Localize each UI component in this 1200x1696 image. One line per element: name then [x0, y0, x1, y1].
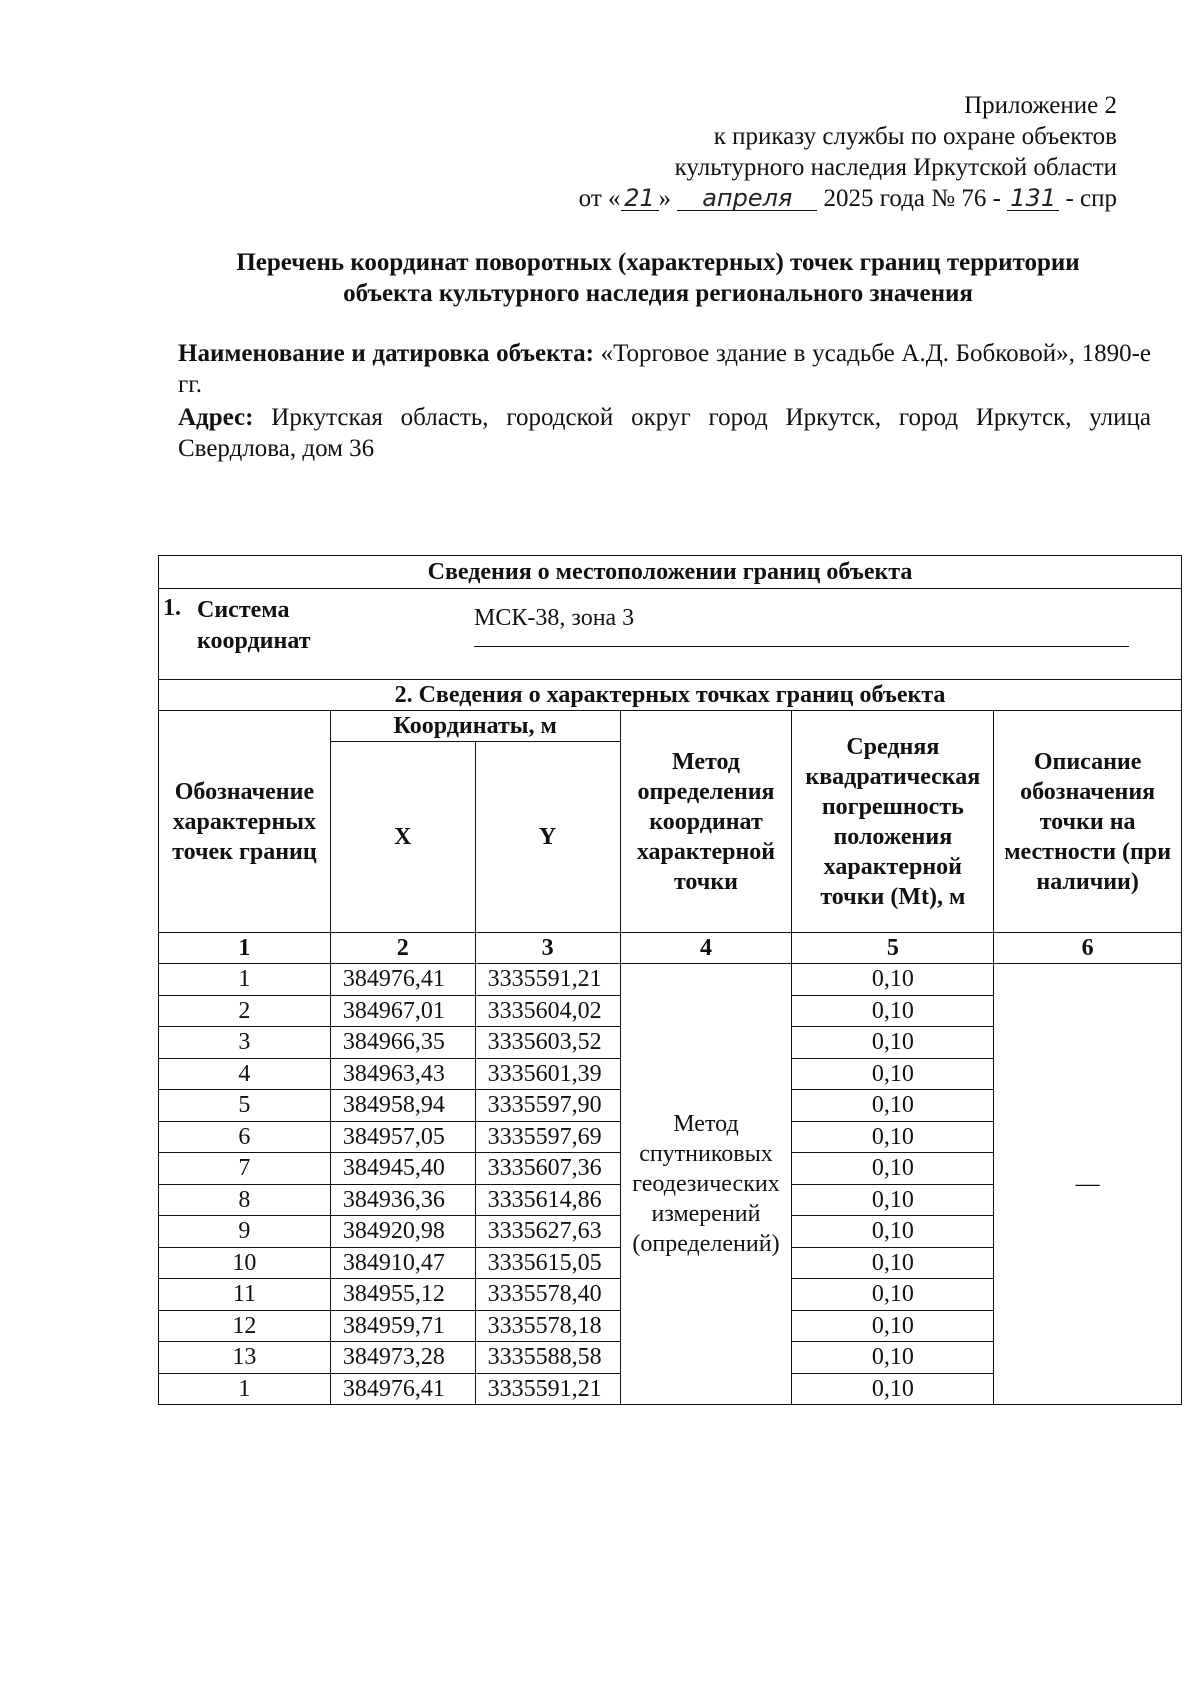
appendix-header [477, 90, 1117, 214]
point-id-cell: 1 [159, 1373, 331, 1405]
point-id-cell: 2 [159, 995, 331, 1027]
coordinate-system-value: МСК-38, зона 3 [474, 605, 1129, 647]
x-coordinate-cell: 384955,12 [330, 1279, 475, 1311]
col-header-coordinates: Координаты, м [330, 711, 620, 742]
column-number: 1 [159, 933, 331, 964]
order-suffix: - спр [1065, 185, 1117, 212]
x-coordinate-cell: 384963,43 [330, 1058, 475, 1090]
point-id-cell: 13 [159, 1342, 331, 1374]
handwritten-order-number: 131 [1007, 186, 1059, 211]
point-id-cell: 7 [159, 1153, 331, 1185]
object-name-value: «Торговое здание в усадьбе А.Д. Бобковой», 1890-е гг. [178, 340, 1151, 398]
x-coordinate-cell: 384910,47 [330, 1247, 475, 1279]
point-id-cell: 6 [159, 1121, 331, 1153]
y-coordinate-cell: 3335588,58 [475, 1342, 620, 1374]
point-id-cell: 5 [159, 1090, 331, 1122]
object-name-paragraph [178, 338, 1151, 400]
error-cell: 0,10 [792, 1090, 994, 1122]
object-address-paragraph [178, 402, 1151, 464]
error-cell: 0,10 [792, 1153, 994, 1185]
document-title-line-2: объекта культурного наследия регионального значения [343, 280, 973, 307]
x-coordinate-cell: 384945,40 [330, 1153, 475, 1185]
object-name-label: Наименование и датировка объекта: [178, 340, 594, 367]
document-title [165, 247, 1151, 309]
x-coordinate-cell: 384966,35 [330, 1027, 475, 1059]
col-header-error: Средняя квадратическая погрешность положения характерной точки (Mt), м [792, 711, 994, 933]
point-id-cell: 10 [159, 1247, 331, 1279]
date-prefix: от « [578, 185, 621, 212]
error-cell: 0,10 [792, 1310, 994, 1342]
error-cell: 0,10 [792, 1342, 994, 1374]
point-id-cell: 1 [159, 964, 331, 996]
x-coordinate-cell: 384967,01 [330, 995, 475, 1027]
appendix-title: Приложение 2 [964, 92, 1117, 119]
y-coordinate-cell: 3335627,63 [475, 1216, 620, 1248]
section-2-title: 2. Сведения о характерных точках границ объекта [159, 680, 1182, 711]
error-cell: 0,10 [792, 1027, 994, 1059]
point-id-cell: 3 [159, 1027, 331, 1059]
y-coordinate-cell: 3335597,69 [475, 1121, 620, 1153]
coordinate-system-cell [159, 589, 1182, 680]
error-cell: 0,10 [792, 1184, 994, 1216]
col-header-description: Описание обозначения точки на местности (при наличии) [994, 711, 1182, 933]
y-coordinate-cell: 3335607,36 [475, 1153, 620, 1185]
y-coordinate-cell: 3335597,90 [475, 1090, 620, 1122]
y-coordinate-cell: 3335614,86 [475, 1184, 620, 1216]
point-id-cell: 8 [159, 1184, 331, 1216]
coordinate-system-number: 1. [163, 595, 181, 621]
object-info [178, 338, 1151, 466]
error-cell: 0,10 [792, 1216, 994, 1248]
object-address-label: Адрес: [178, 404, 254, 431]
point-id-cell: 9 [159, 1216, 331, 1248]
y-coordinate-cell: 3335578,18 [475, 1310, 620, 1342]
y-coordinate-cell: 3335591,21 [475, 1373, 620, 1405]
document-title-line-1: Перечень координат поворотных (характерных) точек границ территории [236, 249, 1080, 276]
y-coordinate-cell: 3335578,40 [475, 1279, 620, 1311]
coordinate-system-label [197, 595, 311, 657]
error-cell: 0,10 [792, 1279, 994, 1311]
object-address-value: Иркутская область, городской округ город Иркутск, город Иркутск, улица Свердлова, дом 36 [178, 404, 1152, 462]
col-header-y: Y [475, 742, 620, 933]
y-coordinate-cell: 3335603,52 [475, 1027, 620, 1059]
handwritten-month: апреля [677, 186, 817, 211]
point-id-cell: 4 [159, 1058, 331, 1090]
x-coordinate-cell: 384920,98 [330, 1216, 475, 1248]
appendix-date-line [477, 183, 1117, 214]
point-id-cell: 12 [159, 1310, 331, 1342]
x-coordinate-cell: 384976,41 [330, 964, 475, 996]
point-id-cell: 11 [159, 1279, 331, 1311]
section-1-title: Сведения о местоположении границ объекта [159, 556, 1182, 589]
column-number: 5 [792, 933, 994, 964]
y-coordinate-cell: 3335615,05 [475, 1247, 620, 1279]
column-number-row [159, 933, 1182, 964]
coordinate-system-label-line-2: координат [197, 628, 311, 654]
handwritten-day: 21 [621, 186, 659, 211]
x-coordinate-cell: 384959,71 [330, 1310, 475, 1342]
method-cell: Метод спутниковых геодезических измерений (определений) [620, 964, 792, 1405]
y-coordinate-cell: 3335591,21 [475, 964, 620, 996]
error-cell: 0,10 [792, 1247, 994, 1279]
table-row [159, 964, 1182, 996]
year-text: 2025 года № 76 - [823, 185, 1001, 212]
column-number: 2 [330, 933, 475, 964]
column-number: 6 [994, 933, 1182, 964]
column-number: 3 [475, 933, 620, 964]
x-coordinate-cell: 384957,05 [330, 1121, 475, 1153]
error-cell: 0,10 [792, 1058, 994, 1090]
error-cell: 0,10 [792, 964, 994, 996]
col-header-method: Метод определения координат характерной точки [620, 711, 792, 933]
col-header-point: Обозначение характерных точек границ [159, 711, 331, 933]
appendix-authority: культурного наследия Иркутской области [674, 154, 1117, 181]
x-coordinate-cell: 384973,28 [330, 1342, 475, 1374]
y-coordinate-cell: 3335601,39 [475, 1058, 620, 1090]
x-coordinate-cell: 384976,41 [330, 1373, 475, 1405]
description-cell: — [994, 964, 1182, 1405]
x-coordinate-cell: 384936,36 [330, 1184, 475, 1216]
error-cell: 0,10 [792, 995, 994, 1027]
column-number: 4 [620, 933, 792, 964]
coordinates-table [158, 555, 1182, 1405]
x-coordinate-cell: 384958,94 [330, 1090, 475, 1122]
appendix-order-ref: к приказу службы по охране объектов [713, 123, 1117, 150]
error-cell: 0,10 [792, 1373, 994, 1405]
date-mid: » [658, 185, 672, 212]
y-coordinate-cell: 3335604,02 [475, 995, 620, 1027]
col-header-x: X [330, 742, 475, 933]
error-cell: 0,10 [792, 1121, 994, 1153]
coordinate-system-label-line-1: Система [197, 597, 290, 623]
